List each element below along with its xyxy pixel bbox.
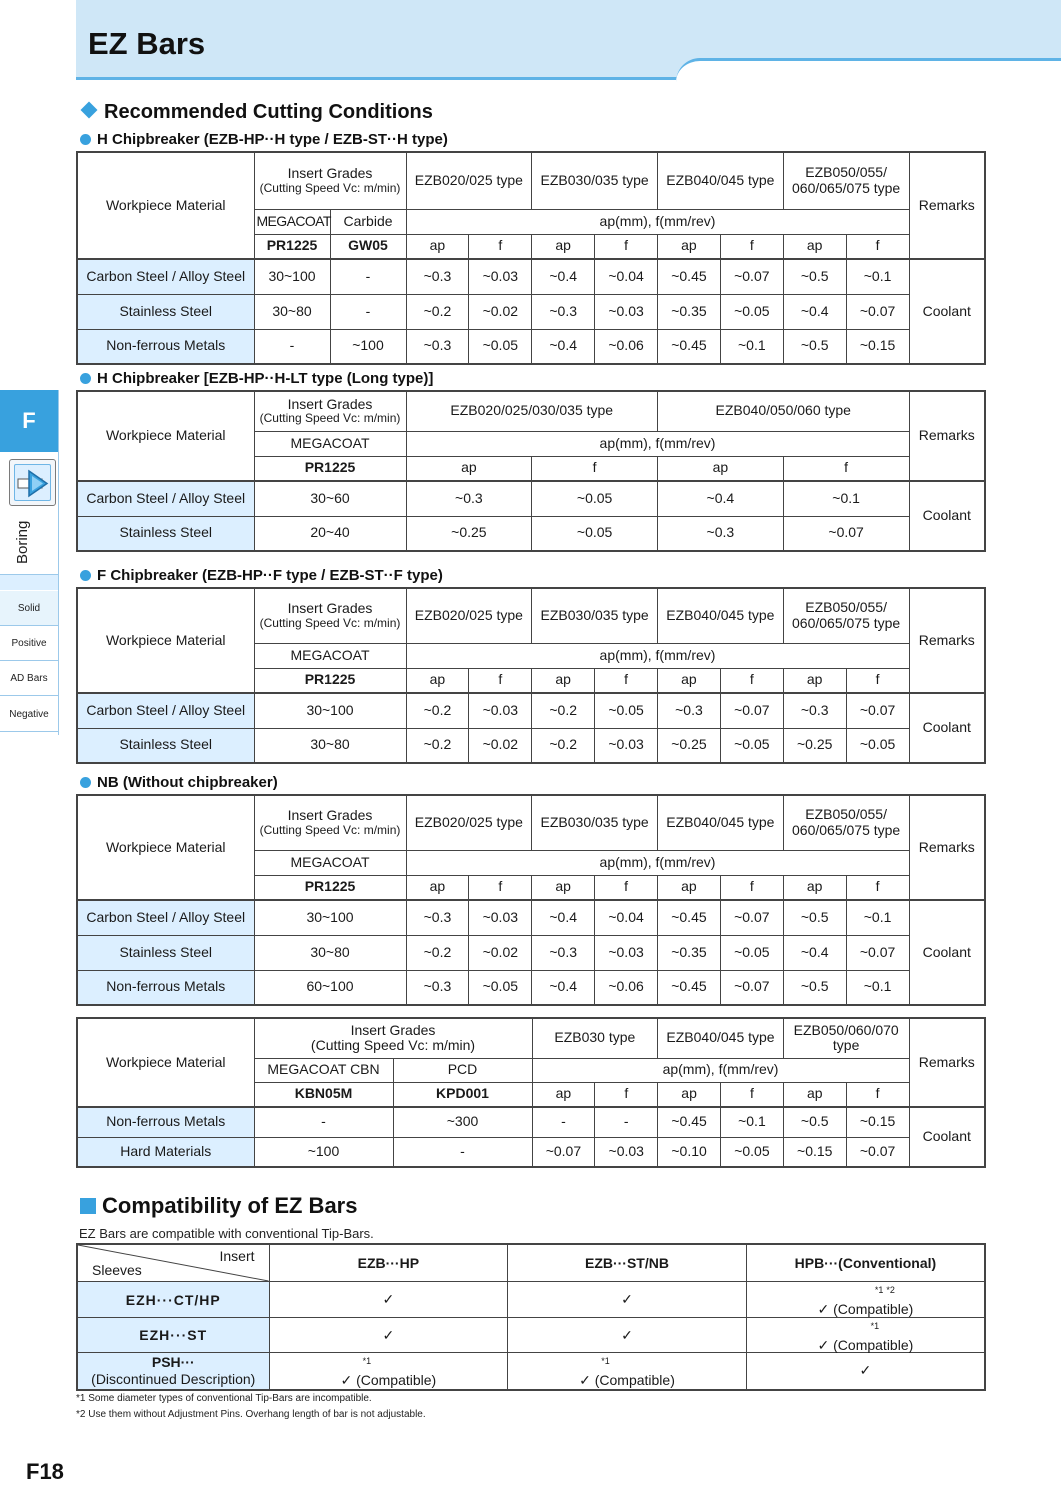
- table5-cbn-pcd: [76, 1017, 986, 1168]
- table-cell: ~0.07: [846, 1137, 909, 1167]
- table-cell: ~0.3: [406, 900, 469, 935]
- sidebar-item-ad-bars[interactable]: AD Bars: [0, 661, 58, 696]
- table-row: [77, 1353, 985, 1390]
- table-cell: ~0.3: [532, 294, 595, 329]
- check-icon: ✓: [817, 1336, 830, 1353]
- ap-label: ap: [406, 234, 469, 259]
- table-cell: ap: [658, 1082, 721, 1107]
- table-cell: [269, 1282, 508, 1318]
- table-cell: 30~80: [254, 935, 406, 970]
- compat-col-header: EZB···ST/NB: [508, 1244, 747, 1282]
- table-cell: ~0.1: [783, 481, 909, 516]
- table-cell: ~100: [330, 329, 406, 364]
- grade-type: PCD: [393, 1058, 532, 1082]
- table-cell: ~0.05: [532, 481, 658, 516]
- table-cell: f: [783, 456, 909, 481]
- table-row: [77, 900, 985, 935]
- table-cell: ~0.3: [406, 481, 532, 516]
- table-cell: ~0.07: [846, 693, 909, 728]
- size-header: EZB040/045 type: [658, 152, 784, 209]
- size-header: EZB040/045 type: [658, 588, 784, 643]
- grades-header: Insert Grades (Cutting Speed Vc: m/min): [254, 391, 406, 431]
- table-cell: ~0.1: [720, 329, 783, 364]
- table-cell: 60~100: [254, 970, 406, 1005]
- table-cell: f: [595, 1082, 658, 1107]
- table-row: [77, 970, 985, 1005]
- workpiece-header: Workpiece Material: [77, 1018, 254, 1107]
- remarks-header: Remarks: [909, 1018, 985, 1107]
- table-cell: ~0.05: [720, 294, 783, 329]
- table-cell: ~0.06: [595, 970, 658, 1005]
- material-cell: Carbon Steel / Alloy Steel: [77, 900, 254, 935]
- table-cell: -: [254, 1107, 393, 1137]
- grade-type: MEGACOAT: [254, 850, 406, 875]
- material-cell: Stainless Steel: [77, 728, 254, 763]
- table-cell: 30~80: [254, 728, 406, 763]
- check-icon: ✓: [817, 1301, 830, 1317]
- circle-bullet-icon: [80, 777, 91, 788]
- check-icon: ✓: [382, 1291, 395, 1307]
- grade-name: KPD001: [393, 1082, 532, 1107]
- table-cell: ~0.02: [469, 728, 532, 763]
- table-cell: ~0.07: [720, 693, 783, 728]
- table1-h-chipbreaker: [76, 151, 986, 365]
- size-header: EZB050/060/070 type: [783, 1018, 909, 1058]
- compat-col-header: HPB···(Conventional): [746, 1244, 985, 1282]
- material-cell: Stainless Steel: [77, 935, 254, 970]
- table-cell: ap: [783, 1082, 846, 1107]
- table-cell: -: [393, 1137, 532, 1167]
- table-cell: ap: [406, 456, 532, 481]
- table-cell: 30~60: [254, 481, 406, 516]
- sleeve-name: EZH···CT/HP: [77, 1282, 269, 1318]
- table-cell: ap: [658, 875, 721, 900]
- size-header: EZB020/025 type: [406, 588, 532, 643]
- table-cell: 30~100: [254, 900, 406, 935]
- table-cell: ~0.05: [595, 693, 658, 728]
- f-label: f: [595, 234, 658, 259]
- material-cell: Non-ferrous Metals: [77, 970, 254, 1005]
- table-cell: ~0.4: [658, 481, 784, 516]
- table-cell: ~0.5: [783, 970, 846, 1005]
- remarks-header: Remarks: [909, 152, 985, 259]
- table-cell: ~0.05: [720, 935, 783, 970]
- corner-header: Insert Sleeves: [77, 1244, 269, 1282]
- grade-name: PR1225: [254, 668, 406, 693]
- table-row: [77, 294, 985, 329]
- table4-nb: [76, 794, 986, 1006]
- table-cell: ~0.4: [783, 935, 846, 970]
- table-cell: f: [469, 875, 532, 900]
- table-cell: ap: [783, 668, 846, 693]
- apf-header: ap(mm), f(mm/rev): [406, 209, 909, 234]
- check-icon: ✓: [621, 1326, 633, 1343]
- ap-label: ap: [658, 234, 721, 259]
- table-cell: ~0.07: [783, 516, 909, 551]
- table-cell: [508, 1318, 747, 1353]
- table-cell: ~0.3: [406, 970, 469, 1005]
- table-cell: ~0.03: [595, 1137, 658, 1167]
- table-cell: ~0.05: [721, 1137, 784, 1167]
- table-cell: ~0.15: [846, 329, 909, 364]
- table-row: [77, 516, 985, 551]
- table-cell: -: [254, 329, 330, 364]
- material-cell: Hard Materials: [77, 1137, 254, 1167]
- size-header: EZB040/050/060 type: [658, 391, 910, 431]
- table-cell: ~0.06: [595, 329, 658, 364]
- grades-header: Insert Grades (Cutting Speed Vc: m/min): [254, 1018, 532, 1058]
- check-icon: ✓: [621, 1291, 633, 1307]
- table3-title: F Chipbreaker (EZB-HP··F type / EZB-ST··F type): [80, 567, 443, 584]
- remarks-cell: Coolant: [909, 1107, 985, 1167]
- table-cell: ~0.04: [595, 259, 658, 294]
- table-cell: ~0.5: [783, 1107, 846, 1137]
- table-cell: ~0.15: [846, 1107, 909, 1137]
- table-cell: ~0.05: [469, 970, 532, 1005]
- table-cell: ~0.4: [783, 294, 846, 329]
- table-row: [77, 1107, 985, 1137]
- circle-bullet-icon: [80, 570, 91, 581]
- material-cell: Carbon Steel / Alloy Steel: [77, 481, 254, 516]
- sidebar-rule: [58, 390, 59, 735]
- table-cell: ~0.1: [846, 900, 909, 935]
- check-icon: ✓: [579, 1372, 591, 1389]
- table-cell: -: [330, 294, 406, 329]
- table3-f-chipbreaker: [76, 587, 986, 764]
- material-cell: Carbon Steel / Alloy Steel: [77, 259, 254, 294]
- sidebar-divider: [0, 574, 58, 590]
- table-row: [77, 1318, 985, 1353]
- compat-col-header: EZB···HP: [269, 1244, 508, 1282]
- table-cell: ~0.07: [846, 935, 909, 970]
- table-cell: f: [595, 875, 658, 900]
- compat-title: Compatibility of EZ Bars: [80, 1193, 357, 1219]
- footnote-2: *2 Use them without Adjustment Pins. Overhang length of bar is not adjustable.: [76, 1409, 426, 1420]
- remarks-cell: Coolant: [909, 259, 985, 364]
- apf-header: ap(mm), f(mm/rev): [532, 1058, 909, 1082]
- table-cell: ~0.3: [658, 693, 721, 728]
- table-cell: ~0.4: [532, 329, 595, 364]
- table-cell: ~0.25: [406, 516, 532, 551]
- boring-bar-icon: [9, 459, 56, 506]
- size-header: EZB040/045 type: [658, 1018, 784, 1058]
- sidebar-item-positive[interactable]: Positive: [0, 626, 58, 661]
- compat-note: EZ Bars are compatible with conventional Tip-Bars.: [79, 1226, 374, 1241]
- size-header: EZB020/025/030/035 type: [406, 391, 658, 431]
- grade-name: PR1225: [254, 456, 406, 481]
- table-cell: ~0.3: [532, 935, 595, 970]
- table-cell: ~0.03: [469, 900, 532, 935]
- grade-type: MEGACOAT: [254, 431, 406, 456]
- table-cell: ~0.03: [595, 728, 658, 763]
- table-cell: ~0.45: [658, 259, 721, 294]
- workpiece-header: Workpiece Material: [77, 795, 254, 900]
- sidebar-category-label: Boring: [14, 520, 31, 564]
- size-header: EZB030/035 type: [532, 795, 658, 850]
- sidebar-item-solid[interactable]: Solid: [0, 591, 58, 626]
- circle-bullet-icon: [80, 373, 91, 384]
- table-row: [77, 1282, 985, 1318]
- table-cell: ~0.25: [658, 728, 721, 763]
- table-row: [77, 329, 985, 364]
- table-cell: ap: [783, 875, 846, 900]
- section-title: Recommended Cutting Conditions: [80, 101, 433, 124]
- table-cell: ~0.2: [406, 935, 469, 970]
- size-header: EZB030 type: [532, 1018, 658, 1058]
- table-cell: 30~100: [254, 693, 406, 728]
- remarks-header: Remarks: [909, 795, 985, 900]
- grades-header: Insert Grades (Cutting Speed Vc: m/min): [254, 795, 406, 850]
- table-cell: ap: [658, 668, 721, 693]
- remarks-cell: Coolant: [909, 900, 985, 1005]
- table-cell: f: [469, 668, 532, 693]
- table-cell: 20~40: [254, 516, 406, 551]
- table-cell: f: [846, 875, 909, 900]
- header-rule: [76, 77, 682, 80]
- remarks-header: Remarks: [909, 391, 985, 481]
- circle-bullet-icon: [80, 134, 91, 145]
- page-title: EZ Bars: [88, 26, 206, 61]
- table2-title: H Chipbreaker [EZB-HP··H-LT type (Long type)]: [80, 370, 433, 387]
- table-cell: ~0.5: [783, 329, 846, 364]
- size-header: EZB040/045 type: [658, 795, 784, 850]
- table-cell: ~300: [393, 1107, 532, 1137]
- table-cell: ~0.45: [658, 1107, 721, 1137]
- size-header: EZB030/035 type: [532, 152, 658, 209]
- material-cell: Carbon Steel / Alloy Steel: [77, 693, 254, 728]
- table-cell: ~0.2: [406, 294, 469, 329]
- ap-label: ap: [783, 234, 846, 259]
- table-cell: $^{*1}$ ✓ (Compatible): [746, 1318, 985, 1353]
- table-cell: ~0.04: [595, 900, 658, 935]
- grade-type: Carbide: [330, 209, 406, 234]
- table-cell: ~0.05: [469, 329, 532, 364]
- table-cell: [508, 1282, 747, 1318]
- table-cell: -: [330, 259, 406, 294]
- table-cell: ap: [532, 668, 595, 693]
- table-cell: ap: [406, 668, 469, 693]
- table-cell: -: [532, 1107, 595, 1137]
- grade-name: KBN05M: [254, 1082, 393, 1107]
- grade-type: MEGACOAT CBN: [254, 1058, 393, 1082]
- apf-header: ap(mm), f(mm/rev): [406, 431, 909, 456]
- table-cell: $^{*1}$ ✓ (Compatible): [269, 1353, 508, 1390]
- remarks-cell: Coolant: [909, 481, 985, 551]
- table-cell: ~0.1: [846, 970, 909, 1005]
- table-cell: f: [721, 1082, 784, 1107]
- table-cell: ~0.02: [469, 935, 532, 970]
- table-cell: ~0.3: [406, 329, 469, 364]
- table-cell: ap: [658, 456, 784, 481]
- table-cell: ~0.2: [406, 693, 469, 728]
- table-cell: ~0.1: [721, 1107, 784, 1137]
- sleeve-name: EZH···ST: [77, 1318, 269, 1353]
- table-cell: -: [595, 1107, 658, 1137]
- ap-label: ap: [532, 234, 595, 259]
- table-row: [77, 1137, 985, 1167]
- table-cell: ~0.07: [720, 259, 783, 294]
- table-cell: ~0.03: [469, 693, 532, 728]
- table-cell: ~0.07: [720, 900, 783, 935]
- table-cell: ~0.07: [720, 970, 783, 1005]
- apf-header: ap(mm), f(mm/rev): [406, 643, 909, 668]
- check-icon: ✓: [382, 1326, 395, 1343]
- table-cell: ~0.45: [658, 970, 721, 1005]
- size-header: EZB050/055/ 060/065/075 type: [783, 795, 909, 850]
- table-cell: ~0.35: [658, 935, 721, 970]
- f-label: f: [720, 234, 783, 259]
- table-row: [77, 728, 985, 763]
- table-cell: ~0.05: [532, 516, 658, 551]
- grade-type: MEGACOAT: [254, 643, 406, 668]
- table1-title: H Chipbreaker (EZB-HP··H type / EZB-ST··H type): [80, 131, 448, 148]
- table-cell: ~0.03: [595, 935, 658, 970]
- table-cell: ~0.05: [720, 728, 783, 763]
- table-cell: ~100: [254, 1137, 393, 1167]
- table-row: [77, 481, 985, 516]
- table-cell: ~0.07: [846, 294, 909, 329]
- table-cell: $^{*1}$ $^{*2}$ ✓ (Compatible): [746, 1282, 985, 1318]
- remarks-cell: Coolant: [909, 693, 985, 763]
- table-cell: ~0.4: [532, 259, 595, 294]
- table-cell: ~0.5: [783, 259, 846, 294]
- grade-type: MEGACOAT: [254, 209, 330, 234]
- table-cell: 30~80: [254, 294, 330, 329]
- table-cell: ~0.03: [595, 294, 658, 329]
- size-header: EZB030/035 type: [532, 588, 658, 643]
- check-icon: ✓: [340, 1372, 353, 1389]
- table-cell: ~0.10: [658, 1137, 721, 1167]
- sleeve-name: PSH··· (Discontinued Description): [77, 1353, 269, 1390]
- table-cell: $^{*1}$ ✓ (Compatible): [508, 1353, 747, 1390]
- table-cell: ~0.25: [783, 728, 846, 763]
- header-curve: [676, 58, 1061, 82]
- table-cell: ~0.15: [783, 1137, 846, 1167]
- table4-title: NB (Without chipbreaker): [80, 774, 278, 791]
- table-cell: f: [720, 875, 783, 900]
- table-cell: f: [846, 668, 909, 693]
- table2-h-chipbreaker-long: [76, 390, 986, 552]
- f-label: f: [469, 234, 532, 259]
- table-cell: ap: [532, 875, 595, 900]
- table-cell: f: [532, 456, 658, 481]
- table-cell: ~0.3: [783, 693, 846, 728]
- table-cell: ap: [532, 1082, 595, 1107]
- size-header: EZB020/025 type: [406, 152, 532, 209]
- workpiece-header: Workpiece Material: [77, 391, 254, 481]
- table-cell: ~0.3: [658, 516, 784, 551]
- size-header: EZB050/055/ 060/065/075 type: [783, 588, 909, 643]
- apf-header: ap(mm), f(mm/rev): [406, 850, 909, 875]
- sidebar-section-tab[interactable]: F: [0, 390, 58, 452]
- table-cell: ~0.45: [658, 900, 721, 935]
- table-cell: ~0.3: [406, 259, 469, 294]
- table-row: [77, 935, 985, 970]
- square-bullet-icon: [80, 1198, 96, 1214]
- material-cell: Stainless Steel: [77, 516, 254, 551]
- table-cell: ~0.05: [846, 728, 909, 763]
- table-row: [77, 259, 985, 294]
- diamond-bullet-icon: [81, 102, 98, 119]
- size-header: EZB050/055/ 060/065/075 type: [783, 152, 909, 209]
- table-cell: [746, 1353, 985, 1390]
- table-cell: ~0.03: [469, 259, 532, 294]
- sidebar-item-negative[interactable]: Negative: [0, 697, 58, 732]
- table-cell: [269, 1318, 508, 1353]
- page-header: [76, 0, 1061, 80]
- size-header: EZB020/025 type: [406, 795, 532, 850]
- table-cell: ~0.45: [658, 329, 721, 364]
- table-row: [77, 693, 985, 728]
- material-cell: Stainless Steel: [77, 294, 254, 329]
- table-cell: f: [846, 1082, 909, 1107]
- remarks-header: Remarks: [909, 588, 985, 693]
- grades-header: Insert Grades (Cutting Speed Vc: m/min): [254, 152, 406, 209]
- table-cell: ~0.02: [469, 294, 532, 329]
- table-cell: ~0.4: [532, 970, 595, 1005]
- table-cell: ~0.35: [658, 294, 721, 329]
- compat-table: [76, 1243, 986, 1391]
- grade-name: PR1225: [254, 875, 406, 900]
- check-icon: ✓: [859, 1362, 872, 1379]
- table-cell: ~0.07: [532, 1137, 595, 1167]
- table-cell: ~0.2: [406, 728, 469, 763]
- page-number: F18: [26, 1459, 64, 1484]
- table-cell: ~0.4: [532, 900, 595, 935]
- grades-header: Insert Grades (Cutting Speed Vc: m/min): [254, 588, 406, 643]
- f-label: f: [846, 234, 909, 259]
- grade-name: PR1225: [254, 234, 330, 259]
- table-cell: ~0.2: [532, 728, 595, 763]
- table-cell: ~0.1: [846, 259, 909, 294]
- material-cell: Non-ferrous Metals: [77, 1107, 254, 1137]
- table-cell: ap: [406, 875, 469, 900]
- workpiece-header: Workpiece Material: [77, 588, 254, 693]
- table-cell: ~0.5: [783, 900, 846, 935]
- table-cell: ~0.2: [532, 693, 595, 728]
- footnote-1: *1 Some diameter types of conventional Tip-Bars are incompatible.: [76, 1393, 372, 1404]
- table-cell: f: [720, 668, 783, 693]
- table-cell: f: [595, 668, 658, 693]
- material-cell: Non-ferrous Metals: [77, 329, 254, 364]
- grade-name: GW05: [330, 234, 406, 259]
- table-cell: 30~100: [254, 259, 330, 294]
- workpiece-header: Workpiece Material: [77, 152, 254, 259]
